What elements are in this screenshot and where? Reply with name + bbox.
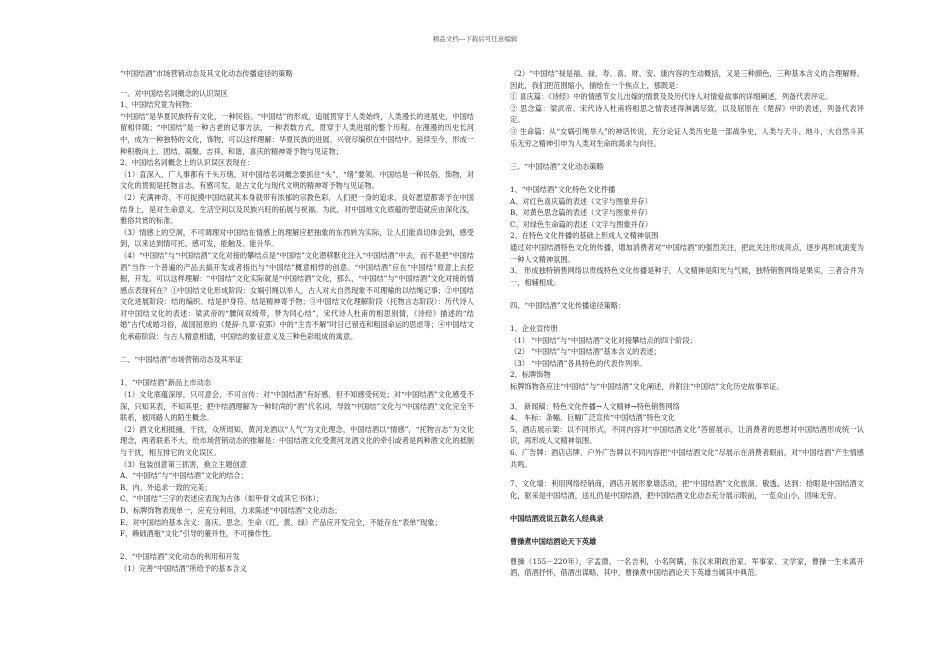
section-heading-5: 中国结酒戏说五款名人经典录 — [510, 513, 604, 523]
section-heading-4: 四、“中国结酒”文化传播途径策略： — [510, 300, 626, 310]
document-title: “中国结酒”市场营销动态及其文化动态传播途径的策略 — [120, 69, 293, 78]
list-item: 7、文化墙：利用网络经销商，酒店开展形象墙活动，把“中国结酒”文化旅演、敬透、达到：拾眼是中国结酒文化，驱采是中国结酒，送礼仍是中国结酒，把中国结酒文化动态充分展示眼前，一览众山小，回味无穷。 — [510, 479, 864, 500]
subheading: 1、“中国结酒”文化特色文化件播 — [510, 184, 616, 194]
paragraph: （1）直深入、广人事都有千头万绪，对中国结名词概念要抓住“头”，“绪”要领。中国结是一种民俗，饰物，对文化的贯彻是托物言志，有感可发，是古文化与现代文明的精神寄予物与见证物。 — [120, 169, 474, 191]
list-item: ① 喜庆篇：《诗经》中的情感节女儿出嫁的情景及及历代诗人对情爱故事的详细阐述，列备代表评定。 — [510, 92, 833, 102]
paragraph: 标牌饰物各应注“中国结”与“中国结酒”文化阐述，并附注“中国结”文化历史故事举证。 — [510, 382, 784, 392]
section-heading-1: 一、对中国结名词概念的认识误区 — [120, 88, 228, 98]
subheading: 2、“中国结酒”文化动态的利用和开发 — [120, 552, 240, 562]
list-item: （1）完善“中国结酒”所给予的基本含义 — [120, 563, 247, 573]
list-item: ③ 生命篇：从“女娲引绳举人”的神话传说，充分论证人类历史是一部战争史，人类与天斗、地斗，大自然斗其乐无穷之精神引申为人类对生命的渴求与向往。 — [510, 126, 864, 148]
subheading: 2、在特色文化件播的基础上形成人文精神氛围 — [510, 231, 659, 241]
list-item: E、对中国结的基本含义：喜庆、思念、生命（红、黄、绿）产品应开发完全，不能存在“表单”现象； — [120, 517, 442, 527]
list-item: A、对红色喜庆篇的表述（文字与图象并存） — [510, 196, 652, 206]
paragraph: 通过对中国结酒特色文化的传播，增加消费者对“中国结酒”的强烈关注，把此关注形成亮点，逐步再形成演变为一种人文精神氛围。 — [510, 242, 864, 264]
paragraph: （3）情感上的空洞，不可调理对中国结在情感上的理解应把抽象的东西转为实际，让人们能真切体会到，感受到，以来达到情可托、感可发，能触及、能升华。 — [120, 227, 474, 249]
paragraph: （2）酒文化相抵撞，干扰，众所周知，黄河龙酒以“人气”为文化理念，中国结酒以“情感”，“托物言志”为文化理念，两者联系不大，给市场营销动态的推解是：中国结酒文化受黄河龙酒文化的牵引或者是两种酒文化的抵制与干扰，相互排它的文化误区。 — [120, 424, 474, 457]
subheading: 2、中国结名词概念上的认识误区表现在： — [120, 158, 254, 168]
list-item: C、“中国结”三字的表述应表现为古体（如甲骨文或其它书体）； — [120, 494, 324, 504]
paragraph: （4）“中国结”与“中国结酒”文化对接的攀结点是“中国结”文化潜移默化注入“中国结酒”中去，而不是把“中国结酒”当作一个普遍的产品去搞开发或者指出与“中国结”概意相悖的创意。“中国结酒”应在“中国结”原意上去挖掘，开发。可以这样理解：“中国结”文化实际就是“中国结酒”文化，那么，“中国结”与“中国结酒”文化对接的情感点表现何在？①中国结文化形成阶段：女娲引绳以举人，古人对大自然现象不可理喻的以结绳记事；②中国结文化进展阶段：结的编织、结是护身符。结是精神寄予物；③中国结文化理解阶段（托物言志阶段）：历代诗人对中国结文化的表述：梁武帝的“腰间双绮带，梦为同心结”，宋代诗人杜甫的相思别情，《诗经》描述的“结婚”古代成婚习俗，战国屈原的《楚辞·九章·哀郢》中的“主肯不解”吋日已留连和粗国命运的思虑等；④中国结文化承蒶阶段：与古人精意相通，中国结的象征意义及三种色彩组成的寓意。 — [120, 250, 474, 342]
list-item: 3、 新闻稿：特色文化件播→人文精神→特色销售网络 — [510, 401, 680, 411]
list-item: B、内、外追求一致的完美； — [120, 482, 212, 492]
paragraph: “中国结”是华夏民族特有文化，一种民俗。“中国结”的形成，追展贯穿于人类始终，人类漫长的进展史，中国结留相伴随；“中国结”是一种古老的记事方法，一种表数方式，贯穿于人类进展的整个历程。在漫漫的历史长河中，成为一种独特的文化，饰物，可以这样理解：华夏民族的进展、兴衰尽编织在中国结中。延续至今，形成一种积极向上、团结、凝聚、吉祥、和谐，喜庆的精神寄予物与见证物； — [120, 111, 474, 156]
section-heading-2: 二、“中国结酒”市场营销动态及其举证 — [120, 355, 243, 365]
subheading: 2、标牌饰物 — [510, 370, 551, 380]
left-column — [120, 68, 474, 575]
subheading: 1、中国结究竟为何物： — [120, 100, 197, 110]
paragraph: （1）文化底蕴深厚，只可意会，不可言传：对“中国结酒”有好感，但不知感受何处；对“中国结酒”文化感受不深，只知其表，不知其里；把中结酒理解为一种时尚的“酒”代名词，导致“中国结”文化与“中国结酒”文化完全不联系，被同路人的陌生概念。 — [120, 390, 474, 423]
right-column — [510, 68, 864, 579]
list-item: 6、广告牌：酒店店牌、户外广告牌以不同内容把“中国结酒文化”尽展示在消费者眼前，对“中国结酒”产生情感共鸣。 — [510, 448, 864, 469]
list-item: （2） “中国结”与“中国结酒”基本含义的表述； — [510, 347, 661, 357]
list-item: D、标牌饰物表现单一，应充分利用，力求陈述“中国结酒”文化动态； — [120, 505, 342, 515]
subheading: 1、“中国结酒”新品上市动态 — [120, 378, 211, 388]
paragraph: 3、 形成独特销售网络以贵线特色文化传播是种子，人文精神是阳光与气候，独特销售网络是果实，三者合并为一，相辅相成。 — [510, 266, 864, 287]
list-item: B、对黄色思念篇的表述（文字与图象并存） — [510, 208, 652, 218]
list-item: （1） “中国结”与“中国结酒”文化对接攀结点的四个阶段； — [510, 335, 697, 345]
list-item: A、“中国结”与“中国结酒”文化的结合； — [120, 471, 248, 481]
section-heading-3: 三、“中国结酒”文化动态策略 — [510, 161, 604, 171]
subheading: 曹操煮中国结酒论天下英雄 — [510, 537, 597, 547]
list-item: ② 思念篇：梁武帝、宋代诗人杜甫将相思之情表述得淋漓尽致，以及屈原在《楚辞》中的表述，列备代表评定。 — [510, 103, 864, 125]
list-item: （3） “中国结酒”各具特色的代表作列举。 — [510, 358, 647, 368]
paragraph: 曹操（155－220年），字孟德，一名吉利，小名阿瞒，东汉末期政治家、军事家、文学家，曹操一生未离开酒，借酒抒怀，借酒出谋略，其中，曹操煮中国结酒论天下英雄当属其中典范。 — [510, 556, 864, 578]
subheading: 1、企业宣传册 — [510, 324, 558, 334]
paragraph: （2）充满神奇、不可捉摸中国结就其本身就带有浓郁的宗教色彩，人们把一身的追求、良好愿望都寄予在中国结身上，是对生命意义、生活空间以及民族兴旺的拓展与祝福。为此，对中国地文化底蕴的塑造就应由深化浅，雅俗共赏的标准。 — [120, 192, 474, 226]
list-item: C、对绿色生命篇的表述（文字与图象并存） — [510, 219, 653, 229]
paragraph: （2）“中国结”视是福、禄、寿、喜、财、安、康内容的生动概括，又是三种颜色，三种基本含义的合理解释。因此，我们把范围缩小，描绘在一个焦点上，那既是： — [510, 69, 864, 90]
list-item: F、赖础酒瓶“文化”引导的董并性，不可操作性。 — [120, 529, 277, 539]
list-item: 4、 车标：条幅、巨幅广泛宣传“中国结酒”特色文化 — [510, 413, 676, 423]
list-item: （3）包装创意第三抓害，换立主题创意 — [120, 459, 247, 469]
page-header: 精品文档---下载后可任意编辑 — [432, 35, 518, 43]
list-item: 5、酒店展示架：以不同形式，不同内容对“中国结酒文化”答留展示，让消费者的思想对中国结酒形成统一认识，再形成人文精神氛围。 — [510, 424, 864, 446]
